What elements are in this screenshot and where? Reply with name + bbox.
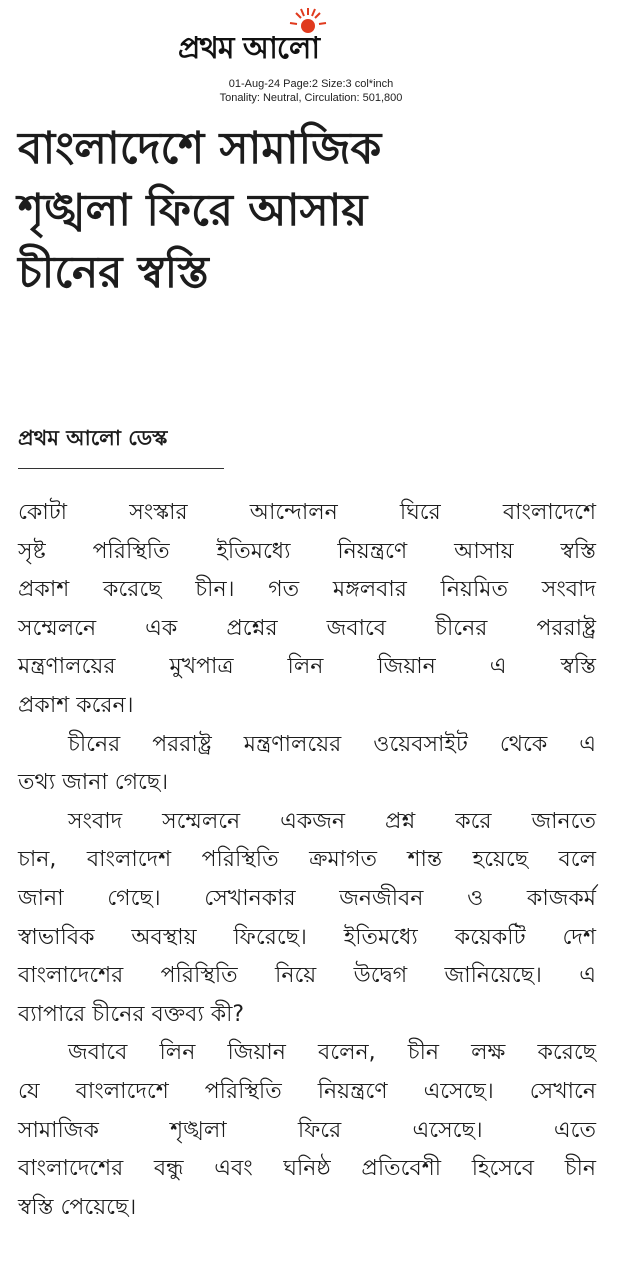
- text-line: যে বাংলাদেশে পরিস্থিতি নিয়ন্ত্রণে এসেছে। সেখানে: [18, 1078, 596, 1104]
- paragraph-4: [18, 1034, 596, 1227]
- byline-divider: [18, 468, 224, 469]
- text-line: চান, বাংলাদেশ পরিস্থিতি ক্রমাগত শান্ত হয়েছে বলে: [18, 847, 596, 873]
- paragraph-3: [18, 803, 596, 1035]
- text-line: বাংলাদেশের পরিস্থিতি নিয়ে উদ্বেগ জানিয়েছে। এ: [18, 963, 596, 989]
- clipping-meta-line1: 01-Aug-24 Page:2 Size:3 col*inch: [228, 78, 394, 90]
- text-line: স্বাভাবিক অবস্থায় ফিরেছে। ইতিমধ্যে কয়েকটি দেশ: [18, 924, 596, 950]
- text-line: প্রকাশ করেছে চীন। গত মঙ্গলবার নিয়মিত সংবাদ: [18, 577, 596, 603]
- headline-line: চীনের স্বস্তি: [18, 247, 209, 298]
- text-line: সংবাদ সম্মেলনে একজন প্রশ্ন করে জানতে: [68, 808, 596, 834]
- clipping-meta-line2: Tonality: Neutral, Circulation: 501,800: [219, 92, 403, 104]
- article-body: [18, 494, 596, 1227]
- text-line: জবাবে লিন জিয়ান বলেন, চীন লক্ষ করেছে: [68, 1040, 596, 1066]
- byline: প্রথম আলো ডেস্ক: [18, 426, 168, 450]
- paragraph-2: [18, 726, 596, 803]
- text-line: জানা গেছে। সেখানকার জনজীবন ও কাজকর্ম: [18, 885, 596, 911]
- text-line: সৃষ্ট পরিস্থিতি ইতিমধ্যে নিয়ন্ত্রণে আসায় স্বস্তি: [18, 538, 596, 564]
- text-line: বাংলাদেশের বন্ধু এবং ঘনিষ্ঠ প্রতিবেশী হিসেবে চীন: [18, 1156, 596, 1182]
- paragraph-1: [18, 494, 596, 726]
- headline-line: বাংলাদেশে সামাজিক: [18, 123, 382, 174]
- text-line: কোটা সংস্কার আন্দোলন ঘিরে বাংলাদেশে: [18, 500, 596, 525]
- text-line: তথ্য জানা গেছে।: [18, 770, 169, 796]
- text-line: মন্ত্রণালয়ের মুখপাত্র লিন জিয়ান এ স্বস্তি: [18, 654, 596, 680]
- masthead: [0, 4, 618, 66]
- text-line: সম্মেলনে এক প্রশ্নের জবাবে চীনের পররাষ্ট্র: [18, 615, 596, 641]
- headline-line: শৃঙ্খলা ফিরে আসায়: [18, 185, 368, 236]
- article-headline: [18, 118, 608, 304]
- text-line: প্রকাশ করেন।: [18, 692, 134, 718]
- text-line: সামাজিক শৃঙ্খলা ফিরে এসেছে। এতে: [18, 1117, 596, 1143]
- text-line: ব্যাপারে চীনের বক্তব্য কী?: [18, 1001, 245, 1027]
- text-line: চীনের পররাষ্ট্র মন্ত্রণালয়ের ওয়েবসাইট থেকে এ: [68, 731, 596, 757]
- text-line: স্বস্তি পেয়েছে।: [18, 1194, 137, 1220]
- newspaper-logo: প্রথম আলো: [178, 31, 320, 66]
